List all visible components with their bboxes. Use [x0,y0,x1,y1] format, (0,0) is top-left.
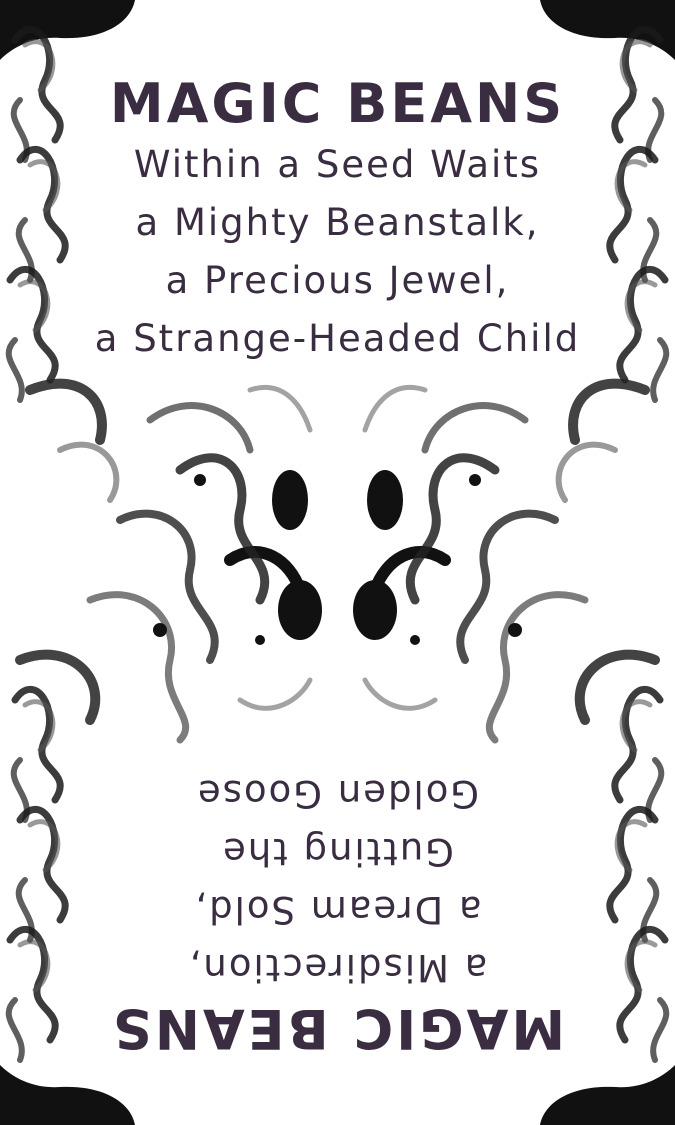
upper-line-1: Within a Seed Waits [133,143,542,186]
lower-line-3: Gutting the [221,830,454,873]
lower-line-2: a Dream Sold, [193,888,482,931]
lower-line-1: a Misdirection, [187,946,488,989]
upper-line-4: a Strange-Headed Child [94,317,581,360]
upper-line-2: a Mighty Beanstalk, [135,201,540,244]
upper-line-3: a Precious Jewel, [165,259,510,302]
upper-title: MAGIC BEANS [109,72,566,135]
lower-title: MAGIC BEANS [109,997,566,1060]
lower-line-4: Golden Goose [195,772,480,815]
upper-text-panel [0,72,675,368]
lower-text-panel-inverted [0,764,675,1060]
